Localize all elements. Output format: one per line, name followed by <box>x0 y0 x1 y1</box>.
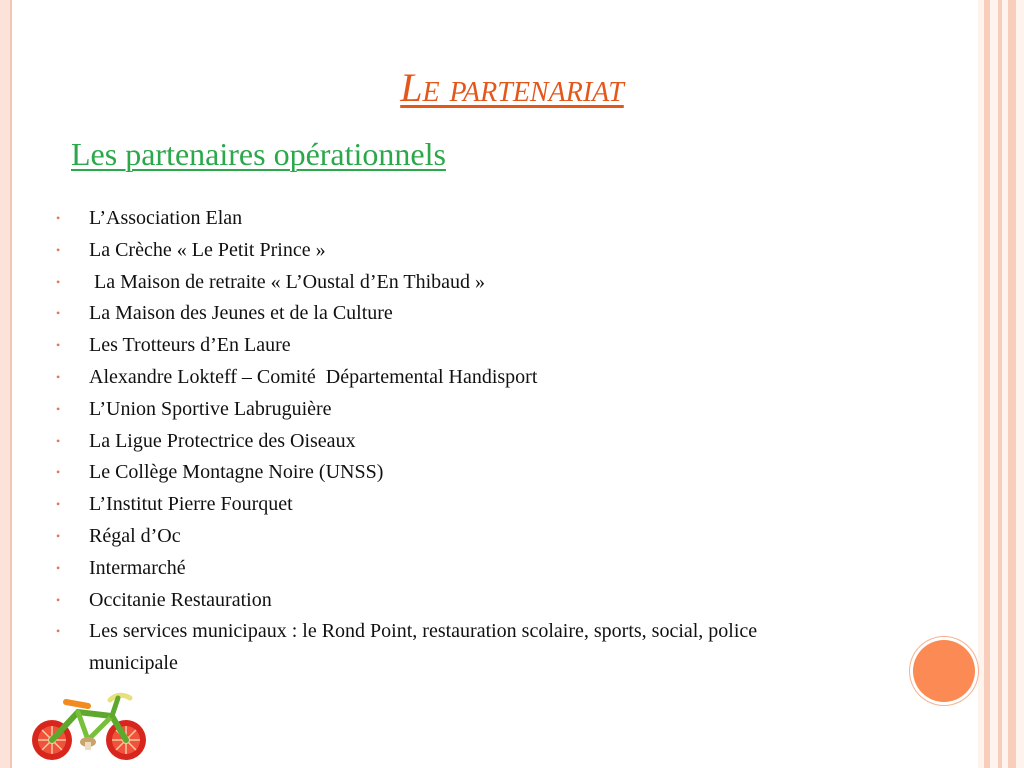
list-item <box>56 203 796 235</box>
bullet-icon: • <box>56 274 61 289</box>
list-item-text: La Maison de retraite « L’Oustal d’En Thibaud » <box>89 270 486 293</box>
list-item <box>56 553 796 585</box>
list-item-text: La Maison des Jeunes et de la Culture <box>89 302 393 325</box>
list-item <box>56 267 796 299</box>
partner-list <box>56 203 796 680</box>
list-item <box>56 521 796 553</box>
list-item <box>56 489 796 521</box>
list-item <box>56 616 779 680</box>
list-item-text: Occitanie Restauration <box>89 588 272 611</box>
bullet-icon: • <box>56 401 61 416</box>
list-item-text: La Crèche « Le Petit Prince » <box>89 238 326 261</box>
list-item-text: Les services municipaux : le Rond Point, restauration scolaire, sports, social, police municipale <box>89 620 758 675</box>
bullet-icon: • <box>56 211 61 225</box>
list-item-text: Le Collège Montagne Noire (UNSS) <box>89 461 384 484</box>
bullet-icon: • <box>56 497 61 512</box>
bullet-icon: • <box>56 624 61 639</box>
bullet-icon: • <box>56 369 61 384</box>
bullet-icon: • <box>56 306 61 321</box>
list-item <box>56 362 796 394</box>
bullet-icon: • <box>56 433 61 448</box>
list-item <box>56 298 796 330</box>
list-item-text: L’Union Sportive Labruguière <box>89 397 332 420</box>
left-frame-stripe <box>0 0 12 768</box>
accent-circle <box>913 640 975 702</box>
bullet-icon: • <box>56 242 61 257</box>
list-item-text: Les Trotteurs d’En Laure <box>89 334 291 357</box>
slide-subtitle: Les partenaires opérationnels <box>71 136 446 172</box>
list-item <box>56 235 796 267</box>
bullet-icon: • <box>56 465 61 480</box>
list-item-text: Régal d’Oc <box>89 524 181 547</box>
list-item <box>56 394 796 426</box>
list-item <box>56 457 796 489</box>
list-item-text: Intermarché <box>89 556 186 579</box>
list-item-text: L’Institut Pierre Fourquet <box>89 493 293 516</box>
bullet-icon: • <box>56 528 61 543</box>
bullet-icon: • <box>56 560 61 575</box>
list-item <box>56 426 796 458</box>
vegetable-bicycle-icon <box>26 688 156 768</box>
list-item-text: La Ligue Protectrice des Oiseaux <box>89 429 356 452</box>
slide-title: Le partenariat <box>400 65 624 110</box>
bullet-icon: • <box>56 338 61 353</box>
list-item <box>56 585 796 617</box>
list-item <box>56 330 796 362</box>
right-frame-stripes <box>978 0 1024 768</box>
bullet-icon: • <box>56 592 61 607</box>
list-item-text: L’Association Elan <box>89 207 243 229</box>
list-item-text: Alexandre Lokteff – Comité Départemental Handisport <box>89 365 538 388</box>
